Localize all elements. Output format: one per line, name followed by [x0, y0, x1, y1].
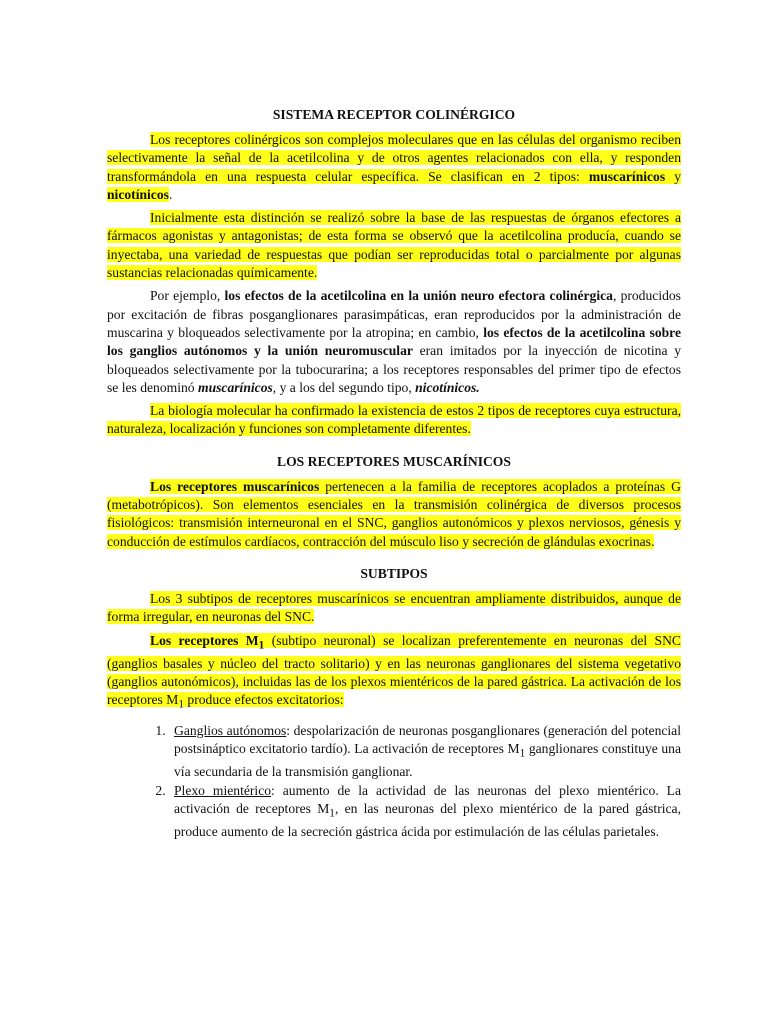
paragraph-distincion: [107, 209, 681, 282]
paragraph-biologia: [107, 402, 681, 439]
paragraph-intro: Los receptores colinérgicos son complejos moleculares que en las células del organismo reciben selectivamente la señal de la acetilcolina y de otros agentes relacionados con ella, y responden transformándola en una respuesta celular específica. Se clasifican en 2 tipos: muscarínicos y nicotínicos.: [107, 132, 681, 202]
list-item: 2. Plexo mientérico: aumento de la actividad de las neuronas del plexo mientérico. La activación de receptores $M_1$, en las neuronas del plexo mientérico de la pared gástrica, produce aumento de la secreción gástrica ácida por estimulación de las células parietales.: [169, 782, 681, 842]
section-heading-muscarinicos: LOS RECEPTORES MUSCARÍNICOS: [277, 453, 511, 469]
bold-term-nicotinicos: nicotínicos: [107, 186, 169, 202]
paragraph-subtipos: [107, 590, 681, 627]
effects-list: [107, 722, 681, 841]
paragraph-ejemplo: Por ejemplo, los efectos de la acetilcolina en la unión neuro efectora colinérgica, producidos por excitación de fibras posganglionares parasimpáticas, eran reproducidos por la administración de muscarina y bloqueados selectivamente por la atropina; en cambio, los efectos de la acetilcolina sobre los ganglios autónomos y la unión neuromuscular eran imitados por la inyección de nicotina y bloqueados selectivamente por la tubocurarina; a los receptores responsables del primer tipo de efectos se les denominó muscarínicos, y a los del segundo tipo, nicotínicos.: [107, 288, 681, 395]
highlight: Los receptores $M_1$ (subtipo neuronal) se localizan preferentemente en neuronas del SNC (ganglios basales y núcleo del tracto solitario) y en las neuronas ganglionares del sistema vegetativo (ganglios autonómicos), incluidas las de los plexos mientéricos de la pared gástrica. La activación de los receptores $M_1$ produce efectos excitatorios:: [107, 632, 681, 711]
list-item: 1. Ganglios autónomos: despolarización de neuronas posganglionares (generación del potencial postsináptico excitatorio tardío). La activación de receptores $M_1$ ganglionares constituye una vía secundaria de la transmisión ganglionar.: [169, 722, 681, 782]
highlight: Inicialmente esta distinción se realizó sobre la base de las respuestas de órganos efectores a fármacos agonistas y antagonistas; de esta forma se observó que la acetilcolina producía, cuando se inyectaba, una variedad de respuestas que podían ser reproducidas total o parcialmente por algunas sustancias relacionadas químicamente.: [107, 210, 681, 281]
highlight: Los receptores colinérgicos son complejos moleculares que en las células del organismo reciben selectivamente la señal de la acetilcolina y de otros agentes relacionados con ella, y responden transformándola en una respuesta celular específica. Se clasifican en 2 tipos: muscarínicos y nicotínicos: [107, 132, 681, 202]
paragraph-muscarinicos: [107, 478, 681, 551]
highlight: La biología molecular ha confirmado la existencia de estos 2 tipos de receptores cuya estructura, naturaleza, localización y funciones son completamente diferentes.: [107, 403, 681, 437]
highlight: Los 3 subtipos de receptores muscarínicos se encuentran ampliamente distribuidos, aunque de forma irregular, en neuronas del SNC.: [107, 590, 681, 625]
bold-term-muscarinicos: muscarínicos: [588, 168, 666, 184]
document-title: SISTEMA RECEPTOR COLINÉRGICO: [272, 107, 516, 122]
section-heading-subtipos: SUBTIPOS: [360, 565, 428, 581]
paragraph-m1: [107, 632, 681, 715]
document-body: [107, 104, 681, 841]
highlight: Los receptores muscarínicos pertenecen a la familia de receptores acoplados a proteínas G (metabotrópicos). Son elementos esenciales en la transmisión colinérgica de diversos procesos fisiológicos: transmisión interneuronal en el SNC, ganglios autonómicos y plexos nerviosos, génesis y conducción de estímulos cardíacos, contracción del músculo liso y secreción de glándulas exocrinas.: [107, 478, 682, 549]
